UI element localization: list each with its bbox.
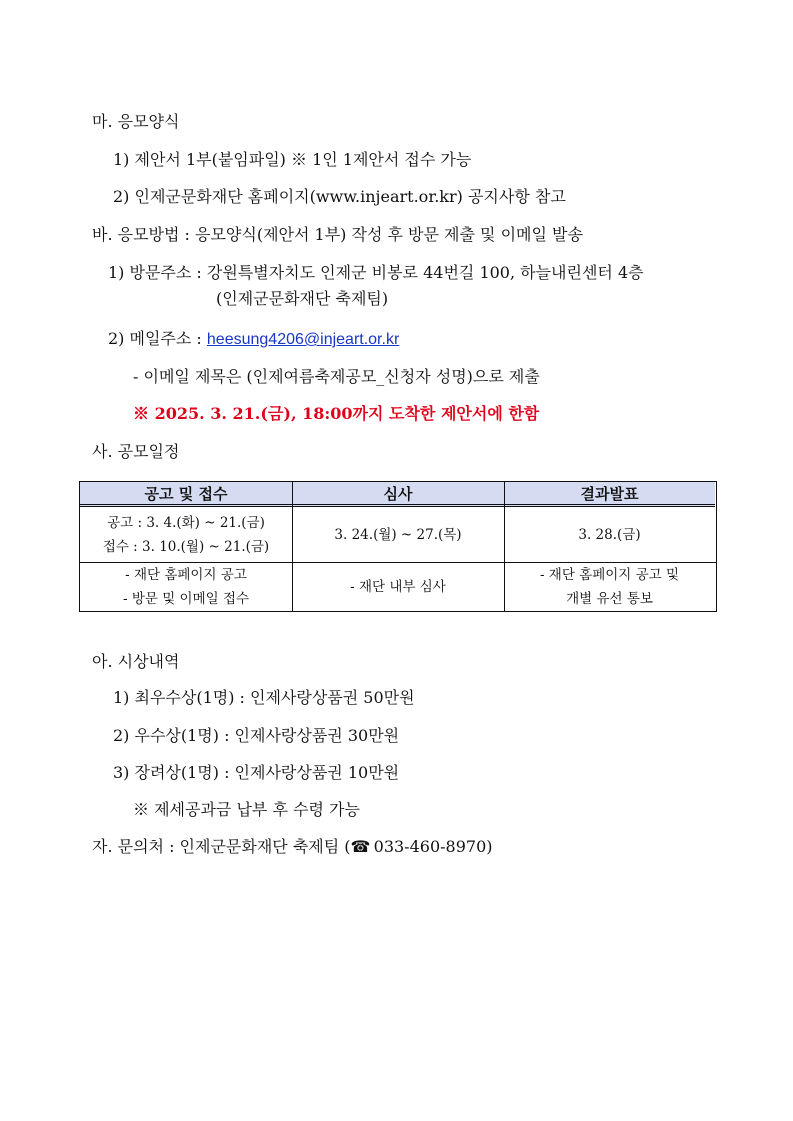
table-header-result: 결과발표 — [504, 482, 715, 507]
section-ba-item-2 — [108, 329, 399, 350]
contact-phone: 033-460-8970) — [373, 837, 493, 856]
section-ma-title: 마. 응모양식 — [92, 112, 180, 131]
award-item-2: 2) 우수상(1명) : 인제사랑상품권 30만원 — [113, 726, 400, 745]
section-ba-item-1: 1) 방문주소 : 강원특별자치도 인제군 비봉로 44번길 100, 하늘내린센터 4층 — [108, 263, 644, 282]
section-ba-title: 바. 응모방법 : 응모양식(제안서 1부) 작성 후 방문 제출 및 이메일 발송 — [92, 225, 583, 244]
email-link[interactable]: heesung4206@injeart.or.kr — [206, 331, 400, 348]
schedule-table — [79, 481, 717, 612]
section-ba-item-1-cont: (인제군문화재단 축제팀) — [216, 289, 389, 308]
award-tax-note: ※ 제세공과금 납부 후 수령 가능 — [133, 800, 360, 819]
section-ma-item-2: 2) 인제군문화재단 홈페이지(www.injeart.or.kr) 공지사항 참고 — [113, 187, 566, 206]
table-cell-dates-result: 3. 28.(금) — [578, 526, 641, 543]
section-sa-title: 사. 공모일정 — [92, 442, 180, 461]
table-header-review: 심사 — [292, 482, 504, 507]
section-ja-contact — [92, 837, 493, 857]
award-item-1: 1) 최우수상(1명) : 인제사랑상품권 50만원 — [113, 688, 415, 707]
phone-icon: ☎ — [350, 837, 371, 856]
table-header-announcement: 공고 및 접수 — [80, 482, 292, 507]
email-subject-note: - 이메일 제목은 (인제여름축제공모_신청자 성명)으로 제출 — [133, 367, 540, 386]
award-item-3: 3) 장려상(1명) : 인제사랑상품권 10만원 — [113, 763, 400, 782]
table-cell-dates-announcement: 공고 : 3. 4.(화) ~ 21.(금) 접수 : 3. 10.(월) ~ 21.(금) — [102, 514, 270, 555]
table-cell-desc-announcement: - 재단 홈페이지 공고 - 방문 및 이메일 접수 — [122, 567, 250, 607]
contact-label: 자. 문의처 : 인제군문화재단 축제팀 ( — [92, 837, 351, 856]
table-cell-dates-review: 3. 24.(월) ~ 27.(목) — [334, 526, 462, 543]
deadline-notice: ※ 2025. 3. 21.(금), 18:00까지 도착한 제안서에 한함 — [133, 404, 540, 423]
section-a-title: 아. 시상내역 — [92, 652, 180, 671]
section-ma-item-1: 1) 제안서 1부(붙임파일) ※ 1인 1제안서 접수 가능 — [113, 150, 472, 169]
table-cell-desc-review: - 재단 내부 심사 — [350, 579, 446, 595]
table-cell-desc-result: - 재단 홈페이지 공고 및 개별 유선 통보 — [539, 567, 680, 607]
email-label: 2) 메일주소 : — [108, 329, 207, 348]
